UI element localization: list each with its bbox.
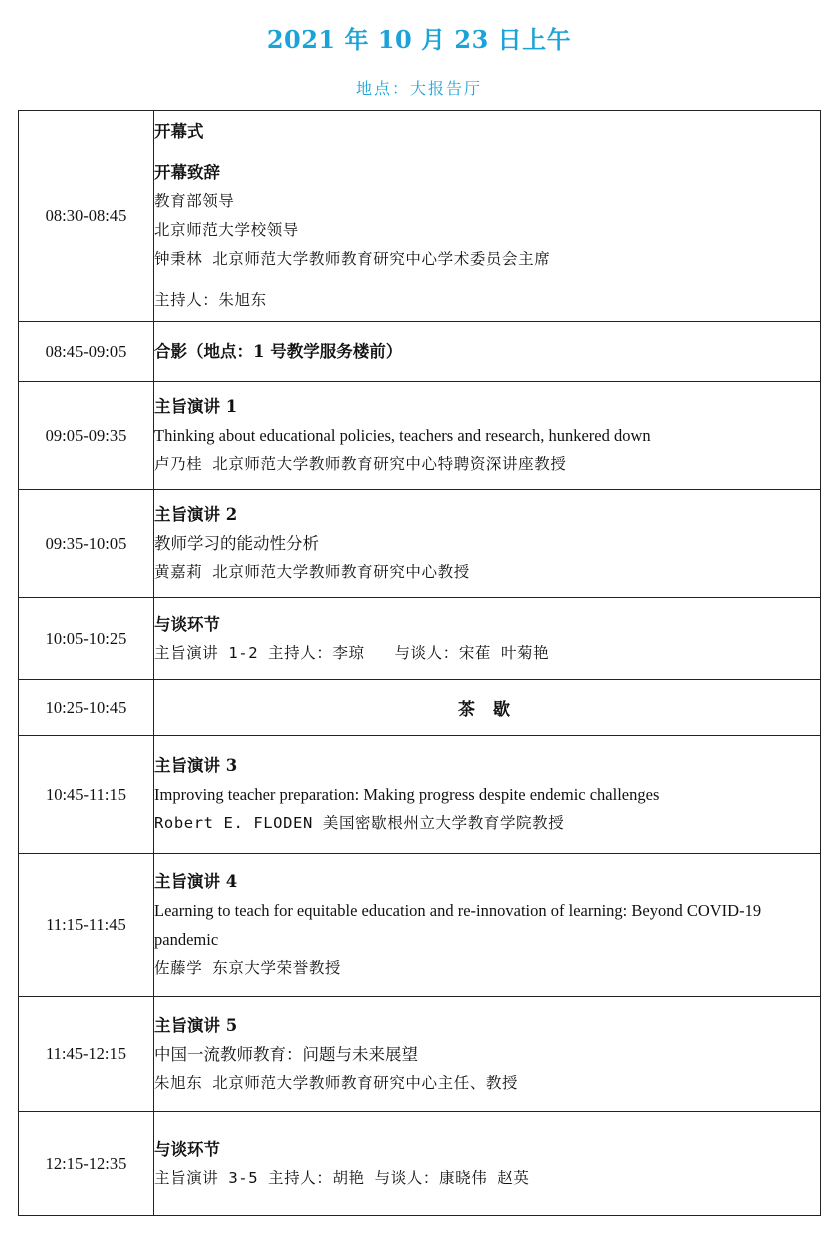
- session-cell: [154, 111, 821, 322]
- session-heading: 主旨演讲 4: [154, 872, 238, 891]
- table-row: [19, 598, 821, 680]
- time-cell: 11:15-11:45: [19, 854, 154, 997]
- time-cell: 10:25-10:45: [19, 680, 154, 736]
- session-cell: [154, 997, 821, 1112]
- speaker-line: 朱旭东 北京师范大学教师教育研究中心主任、教授: [154, 1073, 519, 1092]
- session-heading: 主旨演讲 2: [154, 505, 238, 524]
- tea-break-label: 茶 歇: [154, 680, 821, 736]
- session-heading: 主旨演讲 3: [154, 756, 238, 775]
- talk-title: Thinking about educational policies, teachers and research, hunkered down: [154, 426, 651, 445]
- session-cell: [154, 490, 821, 598]
- table-row: [19, 382, 821, 490]
- session-heading: 开幕致辞: [154, 163, 220, 182]
- session-cell: [154, 382, 821, 490]
- session-line: 教育部领导: [154, 192, 235, 210]
- talk-title: 中国一流教师教育：问题与未来展望: [154, 1044, 418, 1064]
- talk-title: Improving teacher preparation: Making progress despite endemic challenges: [154, 785, 660, 804]
- venue-location: 地点：大报告厅: [355, 79, 482, 98]
- table-row: [19, 736, 821, 854]
- session-line: 钟秉林 北京师范大学教师教育研究中心学术委员会主席: [154, 250, 551, 268]
- session-heading: 主旨演讲 1: [154, 397, 238, 416]
- talk-title: 教师学习的能动性分析: [154, 534, 319, 553]
- table-row: [19, 997, 821, 1112]
- time-cell: 12:15-12:35: [19, 1112, 154, 1216]
- time-cell: 09:05-09:35: [19, 382, 154, 490]
- table-row: [19, 111, 821, 322]
- session-heading: 主旨演讲 5: [154, 1015, 238, 1035]
- time-cell: 10:45-11:15: [19, 736, 154, 854]
- time-cell: 08:30-08:45: [19, 111, 154, 322]
- moderator-line: 主旨演讲 3-5 主持人：胡艳 与谈人：康晓伟 赵英: [154, 1168, 530, 1187]
- session-cell: [154, 322, 821, 382]
- moderator-line: 主旨演讲 1-2 主持人：李琼 与谈人：宋萑 叶菊艳: [154, 643, 550, 662]
- session-heading: 与谈环节: [154, 614, 220, 634]
- time-cell: 08:45-09:05: [19, 322, 154, 382]
- speaker-line: 卢乃桂 北京师范大学教师教育研究中心特聘资深讲座教授: [154, 455, 567, 473]
- time-cell: 09:35-10:05: [19, 490, 154, 598]
- host-line: 主持人：朱旭东: [154, 291, 267, 309]
- session-cell: [154, 854, 821, 997]
- time-cell: 11:45-12:15: [19, 997, 154, 1112]
- table-row: [19, 322, 821, 382]
- speaker-line: 佐藤学 东京大学荣誉教授: [154, 959, 342, 977]
- session-cell: [154, 1112, 821, 1216]
- table-row: [19, 680, 821, 736]
- session-cell: [154, 736, 821, 854]
- page-title: 2021 年 10 月 23 日上午: [266, 25, 572, 54]
- speaker-line: Robert E. FLODEN 美国密歇根州立大学教育学院教授: [154, 814, 565, 832]
- schedule-table: [18, 110, 821, 1216]
- session-heading: 合影（地点：1 号教学服务楼前）: [154, 342, 403, 361]
- table-row: [19, 1112, 821, 1216]
- talk-title: Learning to teach for equitable education and re-innovation of learning: Beyond COVID-19 pandemic: [154, 901, 762, 949]
- session-line: 北京师范大学校领导: [154, 221, 299, 239]
- table-row: [19, 490, 821, 598]
- opening-ceremony-label: 开幕式: [154, 122, 204, 141]
- time-cell: 10:05-10:25: [19, 598, 154, 680]
- speaker-line: 黄嘉莉 北京师范大学教师教育研究中心教授: [154, 563, 470, 581]
- session-cell: [154, 598, 821, 680]
- table-row: [19, 854, 821, 997]
- session-heading: 与谈环节: [154, 1139, 220, 1159]
